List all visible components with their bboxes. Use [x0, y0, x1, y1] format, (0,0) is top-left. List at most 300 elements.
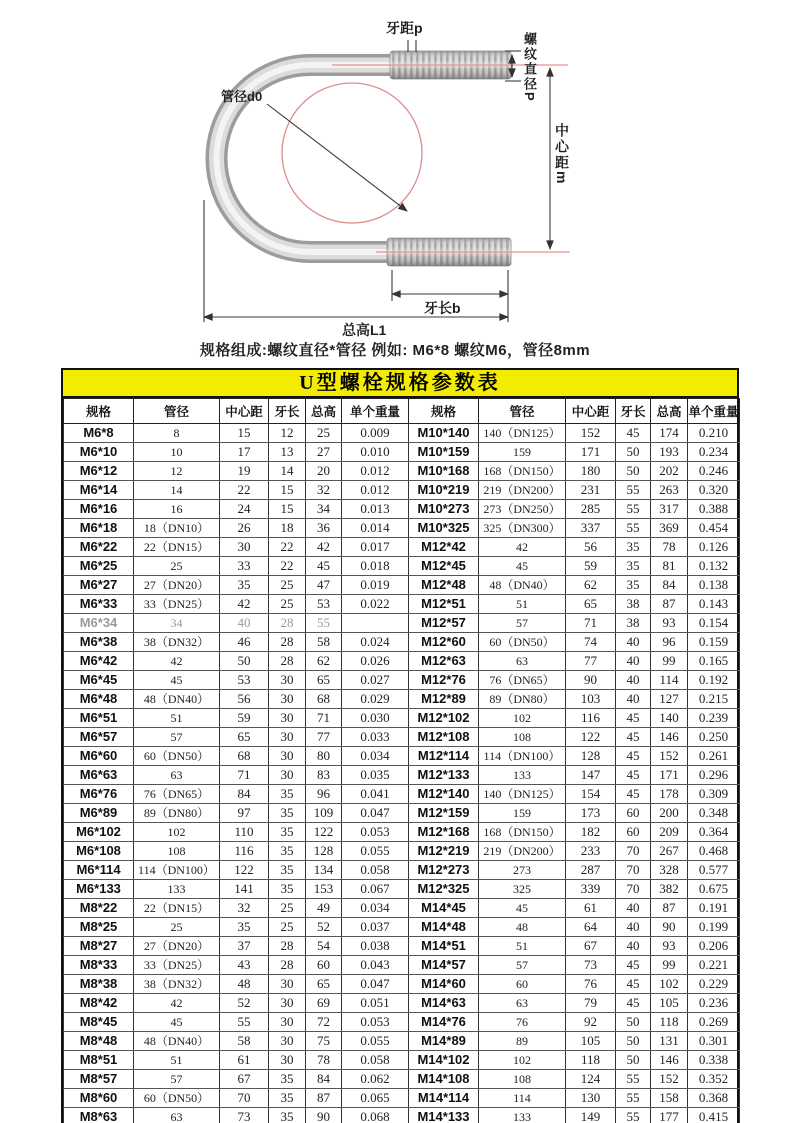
cell-weight: 0.067 [342, 880, 409, 899]
cell-total-height: 96 [306, 785, 342, 804]
cell-thread-length: 45 [616, 766, 651, 785]
cell-weight: 0.068 [342, 1108, 409, 1123]
ubolt-drawing [0, 0, 790, 345]
table-row [64, 671, 740, 690]
cell-weight: 0.047 [342, 804, 409, 823]
spec-table-container [61, 368, 739, 1123]
cell-pipe: 18（DN10） [134, 519, 220, 538]
cell-total-height: 152 [651, 1070, 688, 1089]
cell-weight: 0.034 [342, 899, 409, 918]
cell-total-height: 127 [651, 690, 688, 709]
cell-thread-length: 35 [269, 1108, 306, 1123]
cell-spec: M12*108 [409, 728, 479, 747]
cell-pipe: 133 [134, 880, 220, 899]
col-header: 规格 [409, 399, 479, 424]
cell-pipe: 76（DN65） [479, 671, 566, 690]
cell-pipe: 159 [479, 443, 566, 462]
cell-pipe: 12 [134, 462, 220, 481]
cell-weight: 0.675 [688, 880, 740, 899]
cell-thread-length: 35 [269, 804, 306, 823]
table-row [64, 899, 740, 918]
cell-pipe: 22（DN15） [134, 538, 220, 557]
cell-spec: M6*10 [64, 443, 134, 462]
cell-spec: M10*325 [409, 519, 479, 538]
cell-total-height: 153 [306, 880, 342, 899]
cell-center-distance: 77 [566, 652, 616, 671]
cell-spec: M6*34 [64, 614, 134, 633]
cell-thread-length: 30 [269, 1051, 306, 1070]
cell-thread-length: 45 [616, 709, 651, 728]
pipe-diameter-arrow [267, 104, 407, 211]
cell-thread-length: 50 [616, 443, 651, 462]
cell-thread-length: 60 [616, 823, 651, 842]
cell-pipe: 34 [134, 614, 220, 633]
cell-weight: 0.053 [342, 1013, 409, 1032]
cell-thread-length: 40 [616, 690, 651, 709]
cell-spec: M6*42 [64, 652, 134, 671]
cell-pipe: 27（DN20） [134, 937, 220, 956]
cell-center-distance: 53 [220, 671, 269, 690]
cell-thread-length: 70 [616, 880, 651, 899]
cell-center-distance: 56 [566, 538, 616, 557]
cell-weight: 0.017 [342, 538, 409, 557]
cell-weight: 0.018 [342, 557, 409, 576]
cell-total-height: 58 [306, 633, 342, 652]
cell-center-distance: 55 [220, 1013, 269, 1032]
cell-spec: M14*63 [409, 994, 479, 1013]
cell-thread-length: 13 [269, 443, 306, 462]
table-row [64, 652, 740, 671]
cell-spec: M10*168 [409, 462, 479, 481]
cell-weight: 0.010 [342, 443, 409, 462]
cell-spec: M14*108 [409, 1070, 479, 1089]
cell-center-distance: 48 [220, 975, 269, 994]
cell-thread-length: 35 [269, 1089, 306, 1108]
table-row [64, 1070, 740, 1089]
cell-spec: M6*57 [64, 728, 134, 747]
cell-center-distance: 71 [220, 766, 269, 785]
cell-weight: 0.269 [688, 1013, 740, 1032]
table-row [64, 481, 740, 500]
cell-thread-length: 35 [269, 880, 306, 899]
cell-pipe: 33（DN25） [134, 956, 220, 975]
cell-total-height: 27 [306, 443, 342, 462]
cell-center-distance: 40 [220, 614, 269, 633]
cell-spec: M6*45 [64, 671, 134, 690]
cell-total-height: 209 [651, 823, 688, 842]
cell-total-height: 152 [651, 747, 688, 766]
cell-thread-length: 40 [616, 633, 651, 652]
cell-pipe: 63 [479, 994, 566, 1013]
cell-weight: 0.388 [688, 500, 740, 519]
cell-weight: 0.221 [688, 956, 740, 975]
cell-thread-length: 28 [269, 652, 306, 671]
table-row [64, 576, 740, 595]
cell-total-height: 52 [306, 918, 342, 937]
cell-center-distance: 67 [566, 937, 616, 956]
cell-thread-length: 55 [616, 519, 651, 538]
cell-weight: 0.014 [342, 519, 409, 538]
col-header: 总高 [651, 399, 688, 424]
cell-weight: 0.055 [342, 842, 409, 861]
cell-center-distance: 154 [566, 785, 616, 804]
cell-pipe: 114（DN100） [134, 861, 220, 880]
cell-spec: M6*18 [64, 519, 134, 538]
cell-spec: M14*45 [409, 899, 479, 918]
cell-center-distance: 122 [566, 728, 616, 747]
table-row [64, 975, 740, 994]
table-row [64, 1032, 740, 1051]
cell-spec: M12*219 [409, 842, 479, 861]
cell-thread-length: 28 [269, 633, 306, 652]
col-header: 中心距 [566, 399, 616, 424]
cell-spec: M10*140 [409, 424, 479, 443]
col-header: 中心距 [220, 399, 269, 424]
cell-center-distance: 42 [220, 595, 269, 614]
cell-pipe: 38（DN32） [134, 633, 220, 652]
cell-spec: M6*114 [64, 861, 134, 880]
cell-spec: M12*76 [409, 671, 479, 690]
cell-thread-length: 35 [269, 785, 306, 804]
table-row [64, 709, 740, 728]
cell-thread-length: 25 [269, 576, 306, 595]
pipe-circle [282, 83, 422, 223]
cell-weight: 0.051 [342, 994, 409, 1013]
cell-total-height: 93 [651, 937, 688, 956]
cell-spec: M14*76 [409, 1013, 479, 1032]
cell-weight: 0.338 [688, 1051, 740, 1070]
cell-weight: 0.034 [342, 747, 409, 766]
table-row [64, 956, 740, 975]
cell-pipe: 51 [479, 937, 566, 956]
cell-pipe: 16 [134, 500, 220, 519]
cell-weight: 0.058 [342, 861, 409, 880]
cell-center-distance: 103 [566, 690, 616, 709]
cell-pipe: 45 [479, 557, 566, 576]
col-header: 规格 [64, 399, 134, 424]
cell-center-distance: 50 [220, 652, 269, 671]
cell-pipe: 57 [134, 1070, 220, 1089]
cell-total-height: 158 [651, 1089, 688, 1108]
cell-weight: 0.296 [688, 766, 740, 785]
cell-thread-length: 30 [269, 1032, 306, 1051]
cell-total-height: 81 [651, 557, 688, 576]
cell-pipe: 168（DN150） [479, 823, 566, 842]
cell-pipe: 48（DN40） [134, 1032, 220, 1051]
cell-spec: M12*102 [409, 709, 479, 728]
cell-thread-length: 25 [269, 899, 306, 918]
cell-spec: M8*60 [64, 1089, 134, 1108]
cell-center-distance: 90 [566, 671, 616, 690]
cell-total-height: 65 [306, 975, 342, 994]
cell-pipe: 38（DN32） [134, 975, 220, 994]
cell-weight: 0.191 [688, 899, 740, 918]
cell-pipe: 114（DN100） [479, 747, 566, 766]
cell-pipe: 63 [134, 1108, 220, 1123]
cell-center-distance: 130 [566, 1089, 616, 1108]
table-row [64, 880, 740, 899]
cell-total-height: 77 [306, 728, 342, 747]
cell-thread-length: 35 [616, 538, 651, 557]
cell-spec: M6*89 [64, 804, 134, 823]
spec-note: 规格组成:螺纹直径*管径 例如: M6*8 螺纹M6，管径8mm [199, 342, 591, 359]
cell-spec: M12*57 [409, 614, 479, 633]
cell-center-distance: 180 [566, 462, 616, 481]
cell-spec: M6*51 [64, 709, 134, 728]
cell-total-height: 78 [651, 538, 688, 557]
cell-weight: 0.037 [342, 918, 409, 937]
cell-weight: 0.019 [342, 576, 409, 595]
cell-total-height: 118 [651, 1013, 688, 1032]
cell-spec: M6*48 [64, 690, 134, 709]
cell-thread-length: 55 [616, 1070, 651, 1089]
cell-spec: M6*22 [64, 538, 134, 557]
cell-spec: M12*45 [409, 557, 479, 576]
cell-weight: 0.022 [342, 595, 409, 614]
cell-spec: M12*89 [409, 690, 479, 709]
cell-pipe: 273（DN250） [479, 500, 566, 519]
table-row [64, 443, 740, 462]
cell-center-distance: 59 [566, 557, 616, 576]
cell-weight: 0.012 [342, 481, 409, 500]
cell-thread-length: 50 [616, 1013, 651, 1032]
cell-center-distance: 173 [566, 804, 616, 823]
cell-total-height: 65 [306, 671, 342, 690]
cell-weight: 0.206 [688, 937, 740, 956]
cell-thread-length: 30 [269, 1013, 306, 1032]
cell-pipe: 8 [134, 424, 220, 443]
col-header: 牙长 [616, 399, 651, 424]
cell-pipe: 51 [479, 595, 566, 614]
cell-weight: 0.154 [688, 614, 740, 633]
cell-thread-length: 15 [269, 481, 306, 500]
cell-weight: 0.301 [688, 1032, 740, 1051]
cell-spec: M6*133 [64, 880, 134, 899]
table-row [64, 500, 740, 519]
cell-thread-length: 14 [269, 462, 306, 481]
cell-thread-length: 30 [269, 766, 306, 785]
cell-total-height: 71 [306, 709, 342, 728]
cell-weight: 0.012 [342, 462, 409, 481]
cell-center-distance: 19 [220, 462, 269, 481]
cell-center-distance: 285 [566, 500, 616, 519]
table-row [64, 823, 740, 842]
cell-weight: 0.165 [688, 652, 740, 671]
cell-total-height: 114 [651, 671, 688, 690]
cell-total-height: 171 [651, 766, 688, 785]
cell-pipe: 89（DN80） [134, 804, 220, 823]
cell-total-height: 99 [651, 652, 688, 671]
cell-thread-length: 55 [616, 500, 651, 519]
cell-total-height: 69 [306, 994, 342, 1013]
cell-total-height: 134 [306, 861, 342, 880]
cell-pipe: 10 [134, 443, 220, 462]
cell-center-distance: 74 [566, 633, 616, 652]
cell-weight: 0.055 [342, 1032, 409, 1051]
cell-weight: 0.577 [688, 861, 740, 880]
cell-pipe: 60 [479, 975, 566, 994]
table-row [64, 1089, 740, 1108]
cell-center-distance: 30 [220, 538, 269, 557]
cell-spec: M14*114 [409, 1089, 479, 1108]
cell-spec: M8*22 [64, 899, 134, 918]
table-header [64, 399, 740, 424]
cell-center-distance: 68 [220, 747, 269, 766]
cell-total-height: 263 [651, 481, 688, 500]
cell-spec: M14*102 [409, 1051, 479, 1070]
cell-pipe: 45 [134, 1013, 220, 1032]
pitch-label: 牙距p [386, 20, 423, 36]
cell-spec: M8*51 [64, 1051, 134, 1070]
cell-total-height: 87 [651, 595, 688, 614]
cell-weight: 0.239 [688, 709, 740, 728]
cell-pipe: 57 [479, 956, 566, 975]
cell-thread-length: 45 [616, 728, 651, 747]
cell-total-height: 60 [306, 956, 342, 975]
table-row [64, 937, 740, 956]
cell-total-height: 87 [651, 899, 688, 918]
cell-weight: 0.192 [688, 671, 740, 690]
cell-pipe: 133 [479, 766, 566, 785]
cell-spec: M12*48 [409, 576, 479, 595]
cell-spec: M14*48 [409, 918, 479, 937]
cell-center-distance: 26 [220, 519, 269, 538]
table-title: U型螺栓规格参数表 [63, 370, 737, 398]
cell-center-distance: 110 [220, 823, 269, 842]
cell-thread-length: 50 [616, 462, 651, 481]
cell-pipe: 27（DN20） [134, 576, 220, 595]
cell-thread-length: 40 [616, 652, 651, 671]
spec-table [63, 398, 740, 1123]
cell-weight: 0.159 [688, 633, 740, 652]
cell-spec: M6*76 [64, 785, 134, 804]
col-header: 管径 [479, 399, 566, 424]
cell-center-distance: 65 [566, 595, 616, 614]
cell-center-distance: 33 [220, 557, 269, 576]
cell-weight: 0.024 [342, 633, 409, 652]
cell-pipe: 60（DN50） [134, 747, 220, 766]
cell-pipe: 108 [479, 728, 566, 747]
cell-spec: M6*16 [64, 500, 134, 519]
cell-total-height: 140 [651, 709, 688, 728]
cell-thread-length: 38 [616, 595, 651, 614]
cell-weight: 0.047 [342, 975, 409, 994]
cell-total-height: 49 [306, 899, 342, 918]
cell-total-height: 20 [306, 462, 342, 481]
cell-total-height: 177 [651, 1108, 688, 1123]
table-row [64, 747, 740, 766]
cell-spec: M12*42 [409, 538, 479, 557]
cell-center-distance: 97 [220, 804, 269, 823]
thread-sections [387, 51, 511, 266]
cell-weight: 0.246 [688, 462, 740, 481]
cell-spec: M6*14 [64, 481, 134, 500]
table-row [64, 766, 740, 785]
cell-pipe: 60（DN50） [479, 633, 566, 652]
cell-pipe: 219（DN200） [479, 842, 566, 861]
cell-thread-length: 30 [269, 671, 306, 690]
cell-total-height: 83 [306, 766, 342, 785]
cell-total-height: 146 [651, 728, 688, 747]
cell-total-height: 68 [306, 690, 342, 709]
cell-pipe: 325（DN300） [479, 519, 566, 538]
table-row [64, 595, 740, 614]
cell-weight: 0.132 [688, 557, 740, 576]
table-row [64, 538, 740, 557]
cell-weight: 0.320 [688, 481, 740, 500]
cell-thread-length: 28 [269, 937, 306, 956]
cell-thread-length: 30 [269, 690, 306, 709]
cell-total-height: 317 [651, 500, 688, 519]
cell-pipe: 108 [134, 842, 220, 861]
cell-weight: 0.454 [688, 519, 740, 538]
cell-spec: M6*8 [64, 424, 134, 443]
cell-thread-length: 38 [616, 614, 651, 633]
cell-center-distance: 24 [220, 500, 269, 519]
col-header: 单个重量 [688, 399, 740, 424]
cell-total-height: 47 [306, 576, 342, 595]
cell-center-distance: 59 [220, 709, 269, 728]
cell-weight: 0.261 [688, 747, 740, 766]
cell-pipe: 48（DN40） [134, 690, 220, 709]
cell-weight: 0.058 [342, 1051, 409, 1070]
cell-weight: 0.368 [688, 1089, 740, 1108]
cell-pipe: 42 [134, 652, 220, 671]
cell-center-distance: 22 [220, 481, 269, 500]
cell-total-height: 382 [651, 880, 688, 899]
cell-spec: M6*63 [64, 766, 134, 785]
cell-center-distance: 287 [566, 861, 616, 880]
cell-total-height: 102 [651, 975, 688, 994]
cell-total-height: 54 [306, 937, 342, 956]
cell-total-height: 96 [651, 633, 688, 652]
cell-center-distance: 62 [566, 576, 616, 595]
cell-pipe: 273 [479, 861, 566, 880]
cell-spec: M14*57 [409, 956, 479, 975]
cell-weight [342, 614, 409, 633]
cell-thread-length: 18 [269, 519, 306, 538]
cell-total-height: 25 [306, 424, 342, 443]
cell-thread-length: 50 [616, 1051, 651, 1070]
cell-thread-length: 35 [269, 861, 306, 880]
cell-spec: M6*60 [64, 747, 134, 766]
cell-center-distance: 56 [220, 690, 269, 709]
cell-total-height: 99 [651, 956, 688, 975]
cell-thread-length: 55 [616, 481, 651, 500]
cell-pipe: 14 [134, 481, 220, 500]
cell-spec: M12*51 [409, 595, 479, 614]
cell-weight: 0.348 [688, 804, 740, 823]
cell-center-distance: 171 [566, 443, 616, 462]
cell-center-distance: 73 [220, 1108, 269, 1123]
ubolt-diagram [0, 0, 790, 345]
cell-spec: M12*273 [409, 861, 479, 880]
cell-center-distance: 17 [220, 443, 269, 462]
cell-thread-length: 28 [269, 614, 306, 633]
cell-center-distance: 52 [220, 994, 269, 1013]
cell-center-distance: 233 [566, 842, 616, 861]
cell-weight: 0.199 [688, 918, 740, 937]
table-row [64, 462, 740, 481]
cell-pipe: 33（DN25） [134, 595, 220, 614]
cell-spec: M8*25 [64, 918, 134, 937]
cell-total-height: 200 [651, 804, 688, 823]
cell-pipe: 325 [479, 880, 566, 899]
cell-spec: M14*51 [409, 937, 479, 956]
cell-weight: 0.215 [688, 690, 740, 709]
cell-thread-length: 35 [269, 823, 306, 842]
cell-spec: M8*38 [64, 975, 134, 994]
